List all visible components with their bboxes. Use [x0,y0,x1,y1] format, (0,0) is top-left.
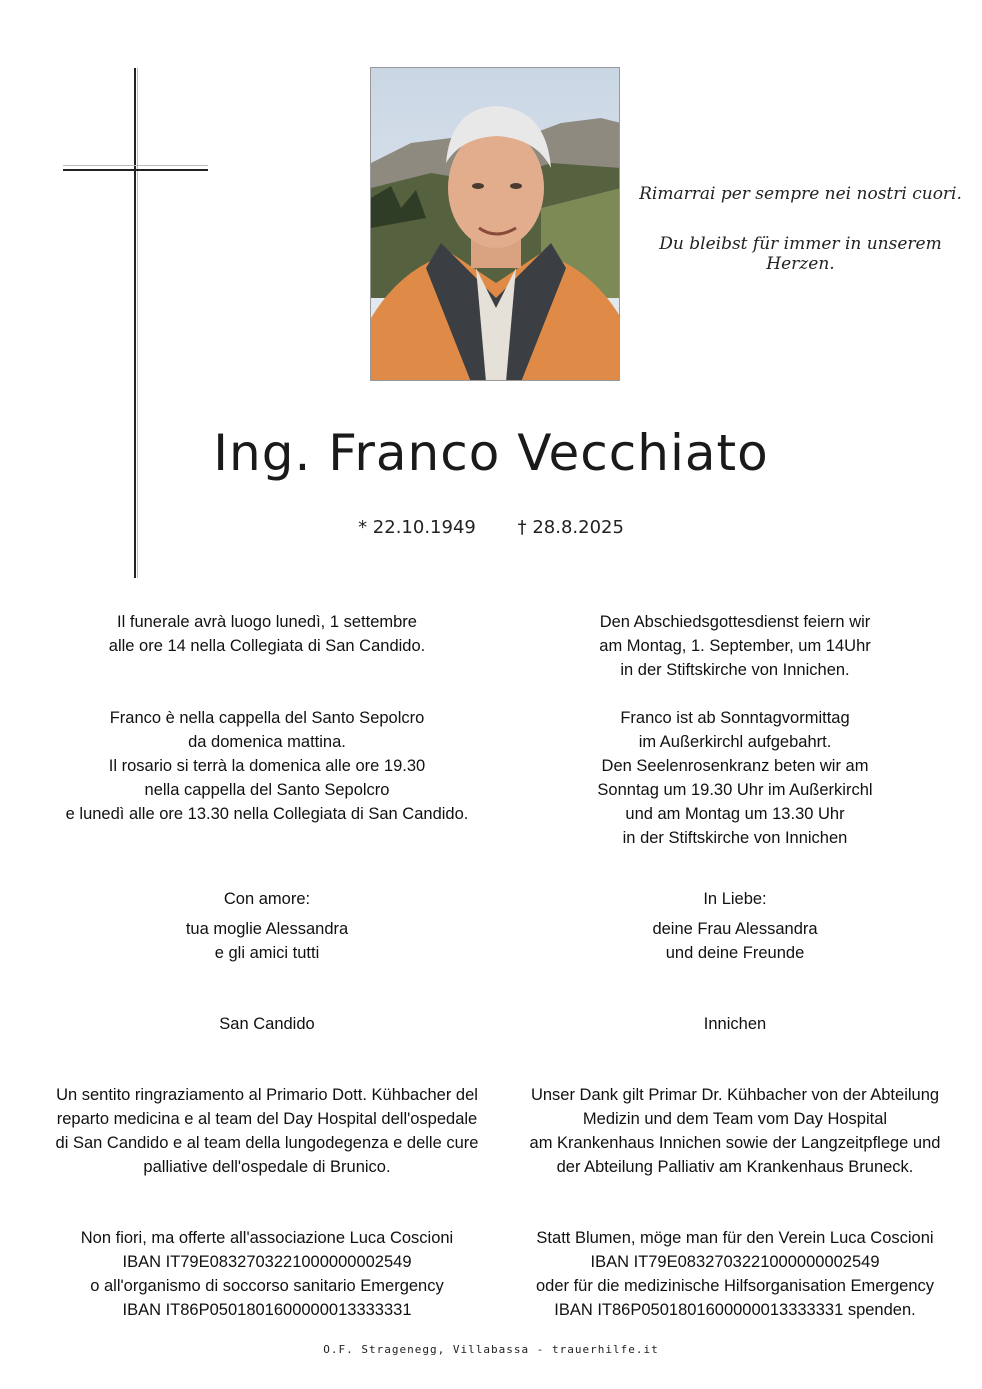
quote-german: Du bleibst für immer in unserem Herzen. [659,234,942,274]
death-date: † 28.8.2025 [517,517,624,538]
portrait-photo [370,67,620,381]
german-place: Innichen [703,1015,767,1033]
funeral-home-footer: O.F. Stragenegg, Villabassa - trauerhilfe.it [323,1343,659,1356]
cross-icon [134,68,138,578]
italian-love-heading: Con amore: [223,890,311,908]
italian-funeral-info: Il funerale avrà luogo lunedì, 1 settembre alle ore 14 nella Collegiata di San Candido. [108,613,426,655]
deceased-name: Ing. Franco Vecchiato [213,424,769,482]
german-family: deine Frau Alessandra und deine Freunde [652,920,818,962]
italian-family: tua moglie Alessandra e gli amici tutti [185,920,349,962]
italian-thanks: Un sentito ringraziamento al Primario Dott. Kühbacher del reparto medicina e al team del Day Hospital dell'ospedale di San Candido e al team della lungodegenza e delle cure palliative dell'ospedale di Brunico. [55,1086,479,1176]
life-dates [0,517,982,538]
german-funeral-info: Den Abschiedsgottesdienst feiern wir am Montag, 1. September, um 14Uhr in der Stiftskirche von Innichen. [599,613,871,679]
cross-icon-bar [63,165,208,171]
german-chapel-info: Franco ist ab Sonntagvormittag im Außerkirchl aufgebahrt. Den Seelenrosenkranz beten wir am Sonntag um 19.30 Uhr im Außerkirchl und am Montag um 13.30 Uhr in der Stiftskirche von Innichen [597,709,873,847]
italian-donations: Non fiori, ma offerte all'associazione Luca Coscioni IBAN IT79E0832703221000000002549 o all'organismo di soccorso sanitario Emergency IBAN IT86P0501801600000013333331 [80,1229,454,1319]
italian-place: San Candido [219,1015,315,1033]
german-thanks: Unser Dank gilt Primar Dr. Kühbacher von der Abteilung Medizin und dem Team vom Day Hospital am Krankenhaus Innichen sowie der Langzeitpflege und der Abteilung Palliativ am Krankenhaus Bruneck. [529,1086,941,1176]
italian-chapel-info: Franco è nella cappella del Santo Sepolcro da domenica mattina. Il rosario si terrà la domenica alle ore 19.30 nella cappella del Santo Sepolcro e lunedì alle ore 13.30 nella Collegiata di San Candido. [65,709,469,823]
birth-date: * 22.10.1949 [358,517,476,538]
german-donations: Statt Blumen, möge man für den Verein Luca Coscioni IBAN IT79E0832703221000000002549 oder für die medizinische Hilfsorganisation Emergency IBAN IT86P0501801600000013333331 spenden. [535,1229,935,1319]
german-love-heading: In Liebe: [703,890,767,908]
quote-italian: Rimarrai per sempre nei nostri cuori. [639,184,962,204]
